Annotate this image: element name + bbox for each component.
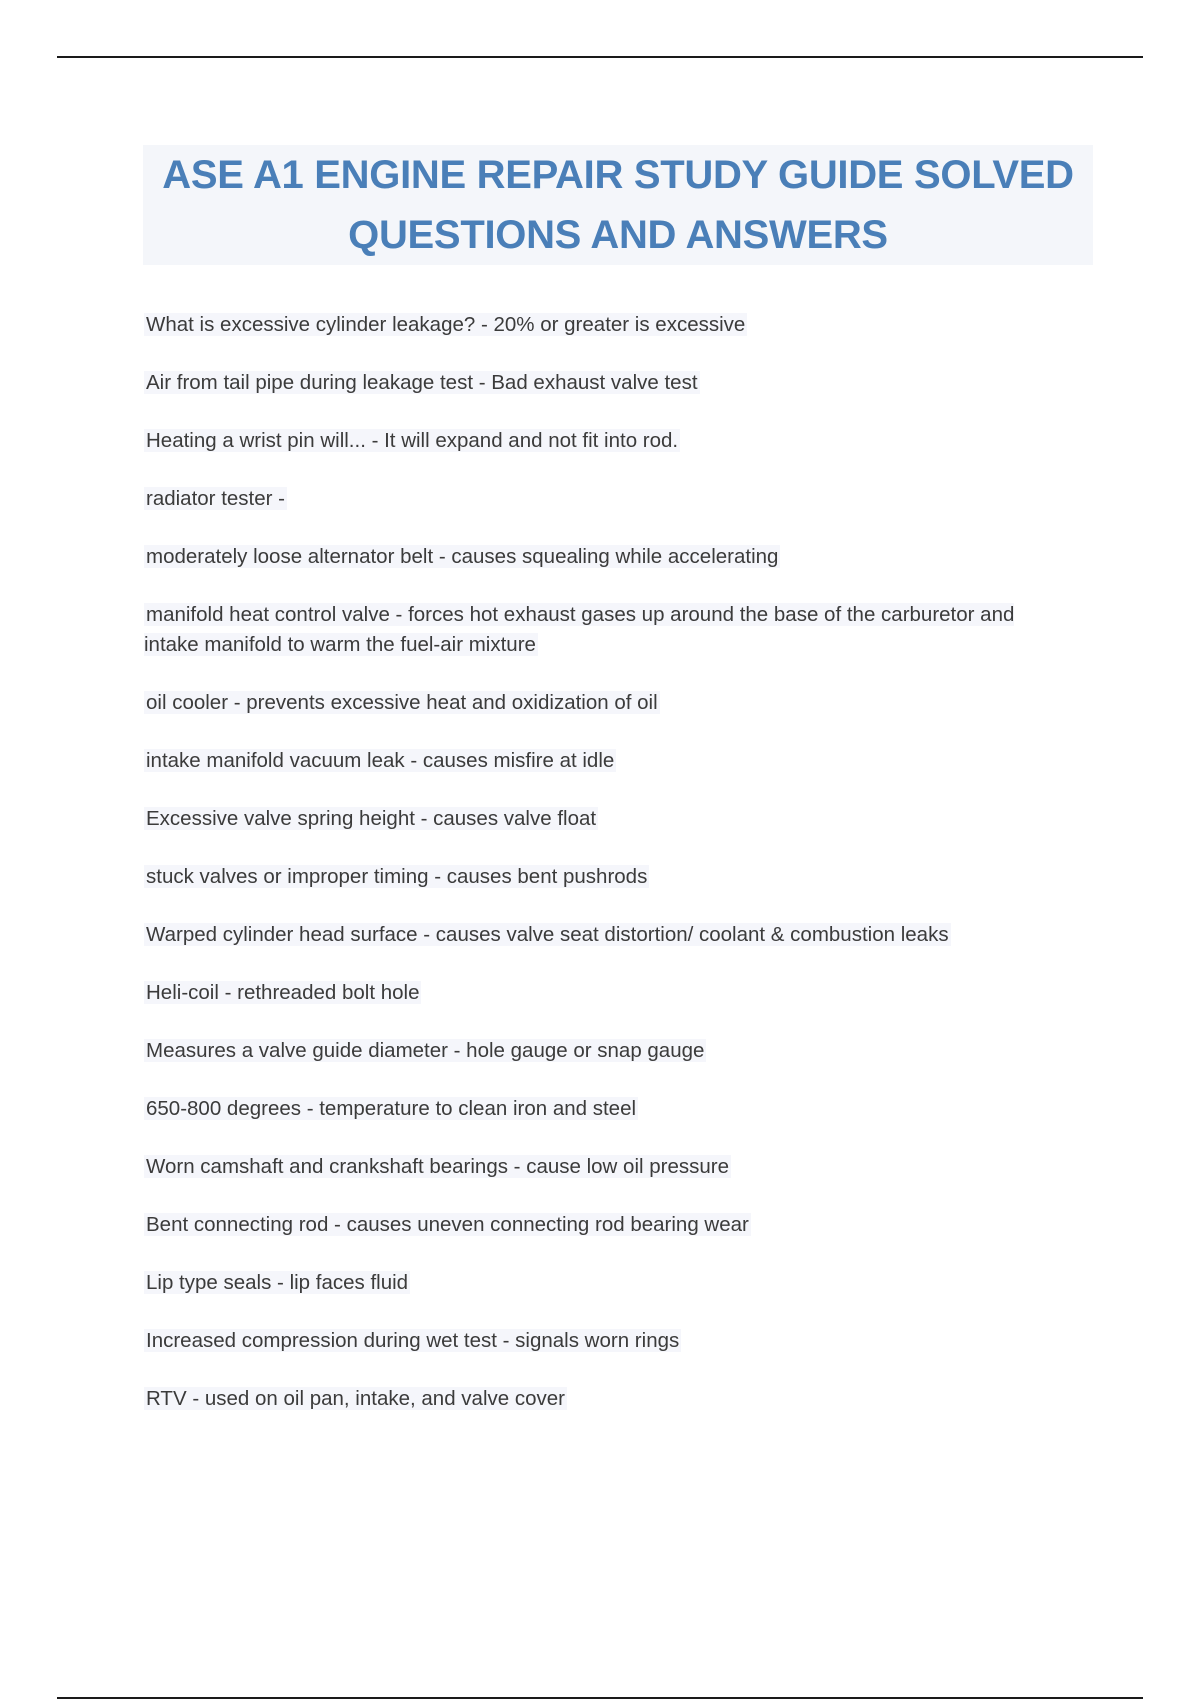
qa-item-text: Heating a wrist pin will... - It will expand and not fit into rod. [146,429,679,452]
qa-item-text: oil cooler - prevents excessive heat and oxidization of oil [146,691,658,714]
qa-item [144,920,1074,950]
qa-item-text: Warped cylinder head surface - causes valve seat distortion/ coolant & combustion leaks [146,923,949,946]
qa-item-text: radiator tester - [146,487,285,510]
qa-item-text: Bent connecting rod - causes uneven connecting rod bearing wear [146,1213,749,1236]
qa-item-text: What is excessive cylinder leakage? - 20% or greater is excessive [146,313,746,336]
qa-item [144,804,1074,834]
qa-item [144,1210,1074,1240]
qa-item [144,368,1074,398]
qa-item-text: 650-800 degrees - temperature to clean iron and steel [146,1097,637,1120]
qa-item-text: Measures a valve guide diameter - hole gauge or snap gauge [146,1039,705,1062]
qa-item [144,600,1074,660]
qa-item [144,426,1074,456]
qa-item-text: RTV - used on oil pan, intake, and valve cover [146,1387,565,1410]
qa-item-text: moderately loose alternator belt - causes squealing while accelerating [146,545,779,568]
qa-item [144,1268,1074,1298]
qa-item-text: Increased compression during wet test - signals worn rings [146,1329,680,1352]
bottom-divider [57,1697,1143,1699]
qa-item [144,862,1074,892]
qa-list [144,310,1074,1442]
qa-item-text: Air from tail pipe during leakage test - Bad exhaust valve test [146,371,698,394]
qa-item [144,310,1074,340]
qa-item [144,1036,1074,1066]
qa-item [144,484,1074,514]
qa-item [144,746,1074,776]
qa-item-text: stuck valves or improper timing - causes bent pushrods [146,865,648,888]
qa-item [144,978,1074,1008]
qa-item [144,1094,1074,1124]
page-title-line-2: QUESTIONS AND ANSWERS [348,213,888,257]
qa-item-text: intake manifold vacuum leak - causes misfire at idle [146,749,615,772]
qa-item-text: Worn camshaft and crankshaft bearings - cause low oil pressure [146,1155,730,1178]
page-title [143,145,1093,265]
qa-item-text: Excessive valve spring height - causes valve float [146,807,597,830]
page-title-line-1: ASE A1 ENGINE REPAIR STUDY GUIDE SOLVED [162,153,1074,197]
qa-item-text: Heli-coil - rethreaded bolt hole [146,981,420,1004]
qa-item [144,1384,1074,1414]
qa-item-text: Lip type seals - lip faces fluid [146,1271,409,1294]
qa-item [144,1152,1074,1182]
qa-item [144,542,1074,572]
qa-item [144,688,1074,718]
qa-item-text: manifold heat control valve - forces hot exhaust gases up around the base of the carburetor and intake manifold to warm the fuel-air mixture [144,603,1015,656]
qa-item [144,1326,1074,1356]
top-divider [57,56,1143,58]
